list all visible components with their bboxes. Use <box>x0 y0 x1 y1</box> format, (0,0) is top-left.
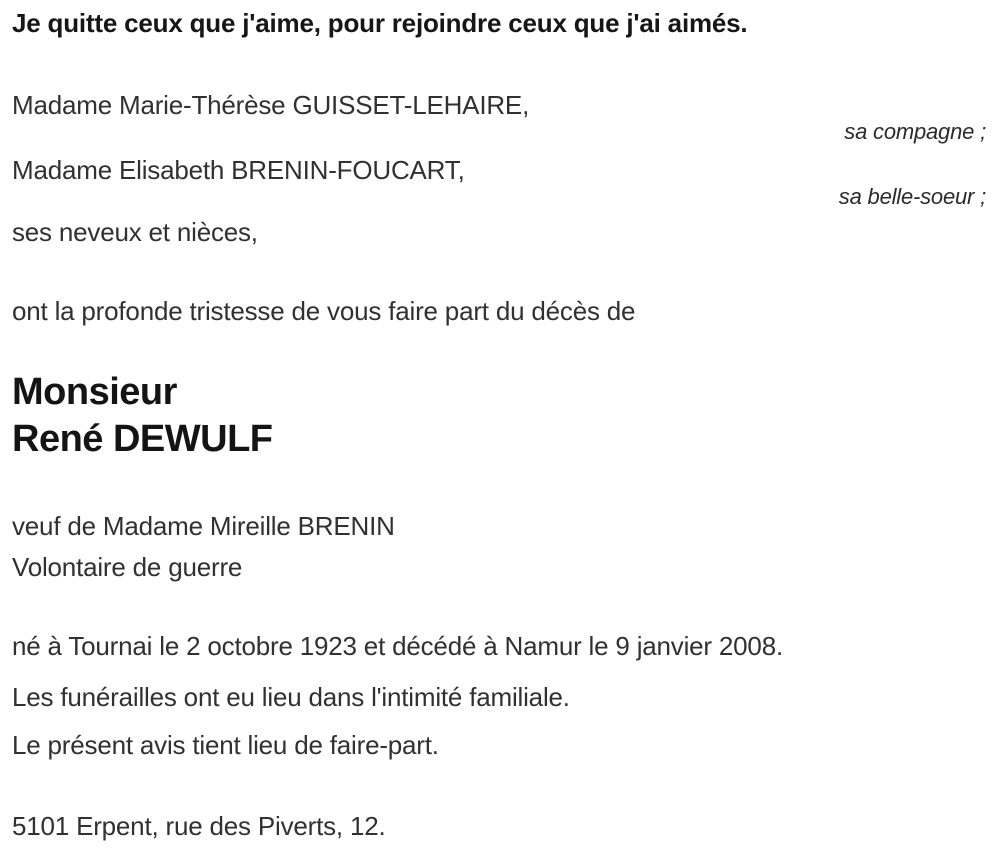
funeral-line: Les funérailles ont eu lieu dans l'intimité familiale. <box>12 682 570 712</box>
mourner-relation-2: sa belle-soeur ; <box>838 184 986 209</box>
distinction-line: Volontaire de guerre <box>12 552 243 582</box>
deceased-title: Monsieur <box>12 371 177 413</box>
epigraph-quote: Je quitte ceux que j'aime, pour rejoindre ceux que j'ai aimés. <box>12 8 748 38</box>
mourner-name-3: ses neveux et nièces, <box>12 217 258 247</box>
mourner-relation-1: sa compagne ; <box>844 119 986 144</box>
address-line: 5101 Erpent, rue des Piverts, 12. <box>12 811 386 841</box>
announcement-line: ont la profonde tristesse de vous faire part du décès de <box>12 296 636 326</box>
notice-line: Le présent avis tient lieu de faire-part. <box>12 730 439 760</box>
mourner-name-2: Madame Elisabeth BRENIN-FOUCART, <box>12 155 465 185</box>
mourner-name-1: Madame Marie-Thérèse GUISSET-LEHAIRE, <box>12 90 530 120</box>
life-dates-line: né à Tournai le 2 octobre 1923 et décédé à Namur le 9 janvier 2008. <box>12 631 783 661</box>
deceased-name: René DEWULF <box>12 418 273 460</box>
widower-line: veuf de Madame Mireille BRENIN <box>12 511 395 541</box>
